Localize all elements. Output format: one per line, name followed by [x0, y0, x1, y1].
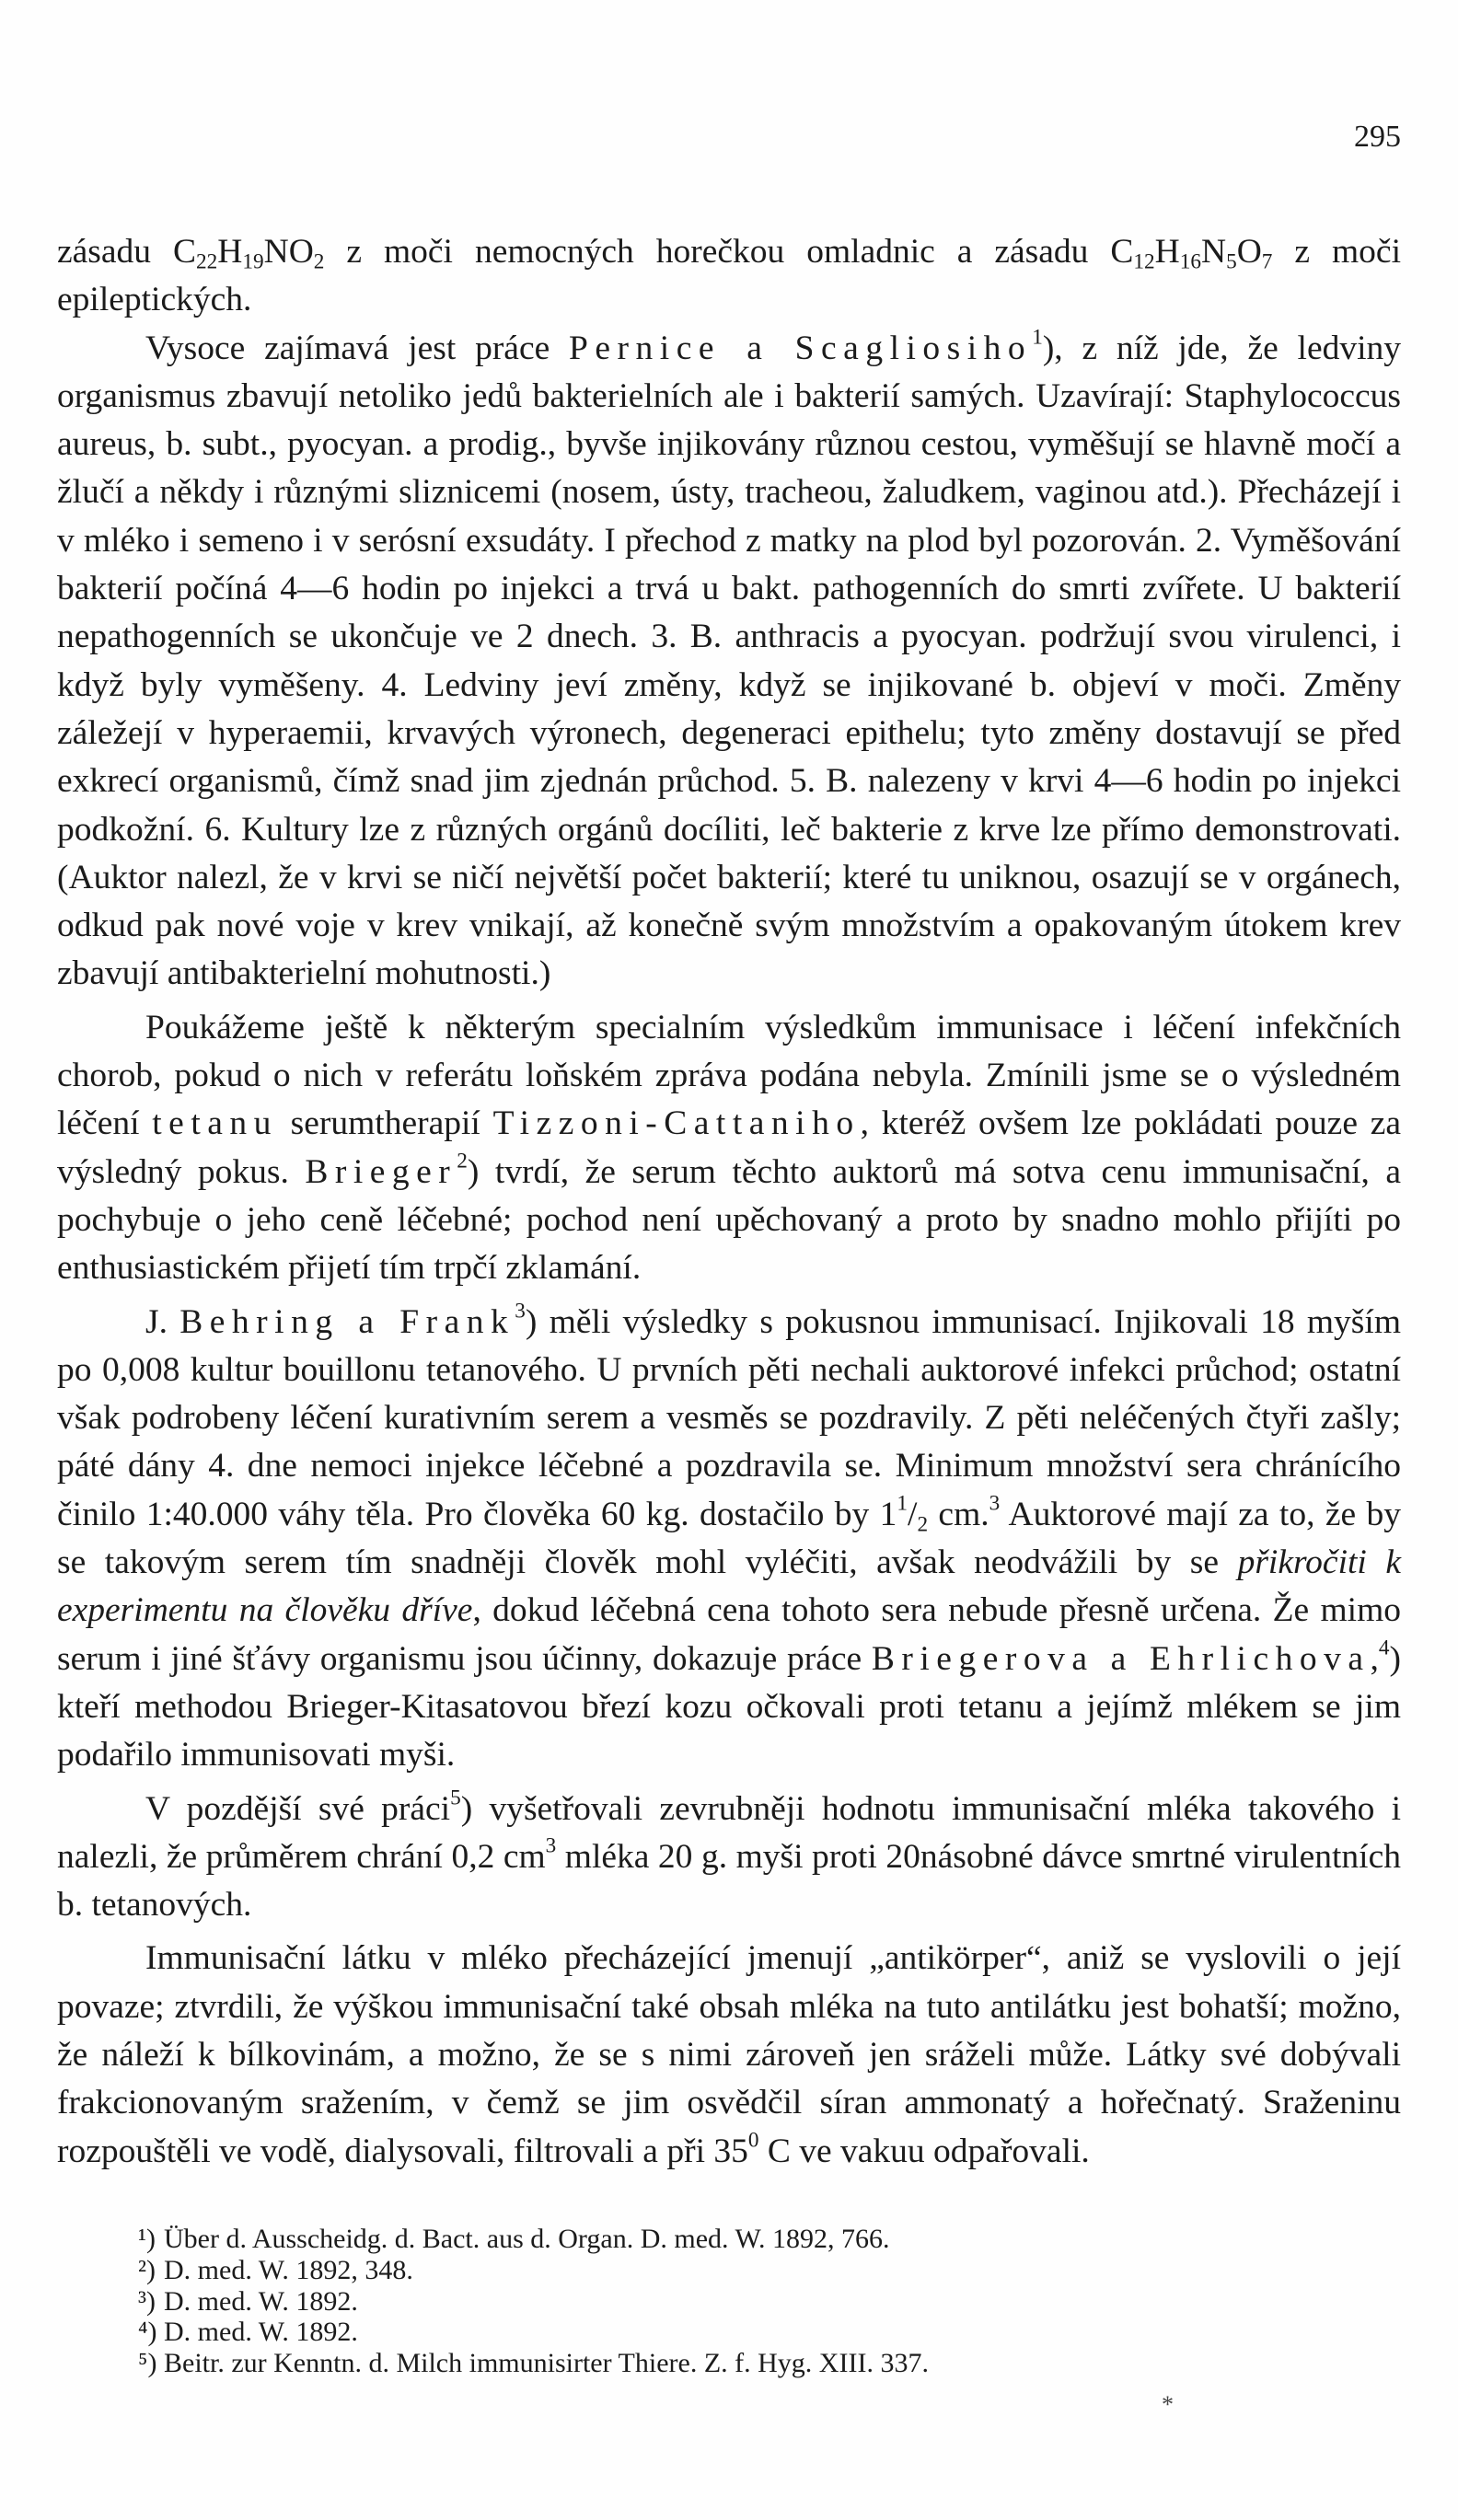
text-run: z moči nemocných horečkou omladnic a zásadu C — [324, 233, 1134, 271]
footnote-text: Beitr. zur Kenntn. d. Milch immunisirter Thiere. Z. f. Hyg. XIII. 337. — [164, 2348, 929, 2379]
footnote-mark: ¹) — [138, 2224, 156, 2254]
page-number: 295 — [1354, 120, 1401, 154]
author-name: Behring a Frank — [179, 1302, 515, 1341]
footnote-ref: 1 — [1032, 324, 1043, 349]
footnote-ref: 3 — [515, 1298, 526, 1323]
paragraph-4: J. Behring a Frank$^3$) měli výsledky s pokusnou immunisací. Injikovali 18 myším po 0,008 kultur bouillonu tetanového. U prvních pěti nechali auktorové infekci průchod; ostatní však podrobeny léčení kurativním serem a vesměs se pozdravily. Z pěti neléčených čtyři zašly; páté dány 4. dne nemoci injekce léčebné a pozdravila se. Minimum množství sera chránícího činilo 1:40.000 váhy těla. Pro člověka 60 kg. dostačilo by $1^1/_2$ cm.$^3$ Auktorové mají za to, že by se takovým serem tím snadněji člověk mohl vyléčiti, avšak neodvážili by se přikročiti k experimentu na člověku dříve, dokud léčebná cena tohoto sera nebude přesně určena. Že mimo serum i jiné šťávy organismu jsou účinny, dokazuje práce Briegerova a Ehrlichova,$^4$) kteří methodou Brieger-Kitasatovou březí kozu očkovali proti tetanu a jejímž mlékem se jim podařilo immunisovati myši. — [57, 1298, 1401, 1774]
text-run: serumtherapií — [277, 1104, 493, 1143]
text-run: H — [217, 233, 243, 271]
footnote-ref: 2 — [457, 1148, 468, 1173]
footnote-mark: ⁵) — [138, 2348, 157, 2379]
subscript: 19 — [242, 249, 264, 274]
footnote-1 — [138, 2224, 1362, 2255]
paragraph-2 — [57, 325, 1401, 999]
fraction-numerator: 1 — [897, 1490, 908, 1515]
author-name: Pernice a Scagliosiho — [569, 329, 1033, 367]
subscript: 16 — [1179, 249, 1201, 274]
text-run: ) tvrdí, že serum těchto auktorů má sotva cenu immunisační, a pochybuje o jeho ceně léčebné; pochod není upěchovaný a proto by snadno mohlo přijíti po enthusiastickém přijetí tím trpčí zklamání. — [57, 1152, 1402, 1288]
footnote-text: D. med. W. 1892. — [164, 2317, 358, 2348]
footnote-text: D. med. W. 1892. — [164, 2285, 358, 2317]
text-run: J. — [145, 1302, 180, 1341]
paragraph-1 — [57, 228, 1401, 325]
paragraph-3 — [57, 1004, 1401, 1293]
text-run: NO — [263, 233, 314, 271]
subscript: 22 — [196, 249, 218, 274]
text-run: ) kteří methodou Brieger-Kitasatovou březí kozu očkovali proti tetanu a jejímž mlékem se jim podařilo immunisovati myši. — [57, 1639, 1401, 1774]
subscript: 7 — [1261, 249, 1273, 274]
footnote-4 — [138, 2317, 1362, 2348]
text-run: O — [1236, 233, 1262, 271]
footnote-mark: ⁴) — [138, 2317, 157, 2348]
footnote-text: Über d. Ausscheidg. d. Bact. aus d. Organ. D. med. W. 1892, 766. — [164, 2224, 890, 2254]
paragraph-6 — [57, 1935, 1401, 2175]
footnote-mark: ²) — [138, 2254, 156, 2285]
text-run: zásadu C — [57, 233, 197, 271]
subscript: 12 — [1133, 249, 1155, 274]
superscript: 3 — [989, 1490, 1001, 1515]
signature-mark: * — [1162, 2391, 1174, 2418]
text-run: N — [1200, 233, 1227, 271]
author-name: Brieger — [305, 1152, 457, 1191]
text-run: ), z níž jde, že ledviny organismus zbavují netoliko jedů bakterielních ale i bakterií samých. Uzavírají: Staphylococcus aureus, b. subt., pyocyan. a prodig., byvše injikovány různou cestou, vyměšují se hlavně močí a žlučí a někdy i různými sliznicemi (nosem, ústy, tracheou, žaludkem, vaginou atd.). Přecházejí i v mléko i semeno i v serósní exsudáty. I přechod z matky na plod byl pozorován. 2. Vyměšování bakterií počíná 4—6 hodin po injekci a trvá u bakt. pathogenních do smrti zvířete. U bakterií nepathogenních se ukončuje ve 2 dnech. 3. B. anthracis a pyocyan. podržují svou virulenci, i když byly vyměšeny. 4. Ledviny jeví změny, když se injikované b. objeví v moči. Změny záležejí v hyperaemii, krvavých výronech, degeneraci epithelu; tyto změny dostavují se před exkrecí organismů, čímž snad jim zjednán průchod. 5. B. nalezeny v krvi 4—6 hodin po injekci podkožní. 6. Kultury lze z různých orgánů docíliti, leč bakterie z krve lze přímo demonstrovati. (Auktor nalezl, že v krvi se ničí největší počet bakterií; které tu uniknou, osazují se v orgánech, odkud pak nové voje v krev vnikají, až konečně svým množstvím a opakovaným útokem krev zbavují antibakterielní mohutnosti.) — [57, 329, 1402, 993]
footnotes — [138, 2224, 1362, 2379]
footnote-ref: 5 — [450, 1785, 461, 1809]
text-run: , dokud léčebná cena tohoto sera nebude přesně určena. Že mimo serum i jiné šťávy organismu jsou účinny, dokazuje práce — [57, 1591, 1401, 1678]
text-run: Immunisační látku v mléko přecházející jmenují „antikörper“, aniž se vyslovili o její povaze; ztvrdili, že výškou immunisační také obsah mléka na tuto antilátku jest bohatší; možno, že náleží k bílkovinám, a možno, že se s nimi zároveň jen sráželi může. Látky své dobývali frakcionovaným sražením, v čemž se jim osvědčil síran ammonatý a hořečnatý. Sraženinu rozpouštěli ve vodě, dialysovali, filtrovali a při 35 — [57, 1939, 1401, 2170]
text-run: H — [1154, 233, 1180, 271]
italic-text: přikročiti k experimentu na člověku dříve — [57, 1543, 1401, 1630]
footnote-2 — [138, 2255, 1362, 2286]
footnote-5 — [138, 2348, 1362, 2379]
author-name: Tizzoni-Cattaniho — [492, 1104, 861, 1143]
superscript: 0 — [747, 2127, 759, 2152]
fraction-denominator: 2 — [917, 1512, 929, 1537]
author-name: Briegerova a Ehrlichova — [871, 1639, 1371, 1678]
text-run: mléka 20 g. myši proti 20násobné dávce smrtné virulentních b. tetanových. — [57, 1837, 1401, 1925]
paragraph-5 — [57, 1786, 1401, 1930]
text-run: ) vyšetřovali zevrubněji hodnotu immunisační mléka takového i nalezli, že průměrem chrání 0,2 cm — [57, 1789, 1401, 1876]
body-text — [57, 228, 1401, 2176]
text-run: V pozdější své práci — [145, 1789, 451, 1828]
subscript: 2 — [313, 249, 325, 274]
text-run: ) měli výsledky s pokusnou immunisací. Injikovali 18 myším po 0,008 kultur bouillonu tetanového. U prvních pěti nechali auktorové infekci průchod; ostatní však podrobeny léčení kurativním serem a vesměs se pozdravily. Z pěti neléčených čtyři zašly; páté dány 4. dne nemoci injekce léčebné a pozdravila se. Minimum množství sera chránícího činilo 1:40.000 váhy těla. Pro člověka 60 kg. dostačilo by 1 — [57, 1302, 1401, 1533]
text-run: , — [1370, 1639, 1379, 1678]
text-run: , kteréž ovšem lze pokládati pouze za výsledný pokus. — [57, 1104, 1401, 1191]
emphasized-term: tetanu — [152, 1104, 278, 1143]
text-run: cm. — [928, 1495, 989, 1533]
subscript: 5 — [1226, 249, 1237, 274]
footnote-ref: 4 — [1378, 1635, 1390, 1659]
footnote-mark: ³) — [138, 2285, 156, 2317]
superscript: 3 — [545, 1833, 557, 1858]
footnote-3 — [138, 2286, 1362, 2318]
footnote-text: D. med. W. 1892, 348. — [164, 2254, 413, 2285]
text-run: C ve vakuu odpařovali. — [758, 2132, 1090, 2170]
text-run: Vysoce zajímavá jest práce — [145, 329, 570, 367]
text-run: Auktorové mají za to, že by se takovým serem tím snadněji člověk mohl vyléčiti, avšak neodvážili by se — [57, 1495, 1401, 1582]
text-run: z moči epileptických. — [57, 233, 1401, 319]
text-run: Poukážeme ještě k některým specialním výsledkům immunisace i léčení infekčních chorob, pokud o nich v referátu loňském zpráva podána nebyla. Zmínili jsme se o výsledném léčení — [57, 1008, 1401, 1143]
